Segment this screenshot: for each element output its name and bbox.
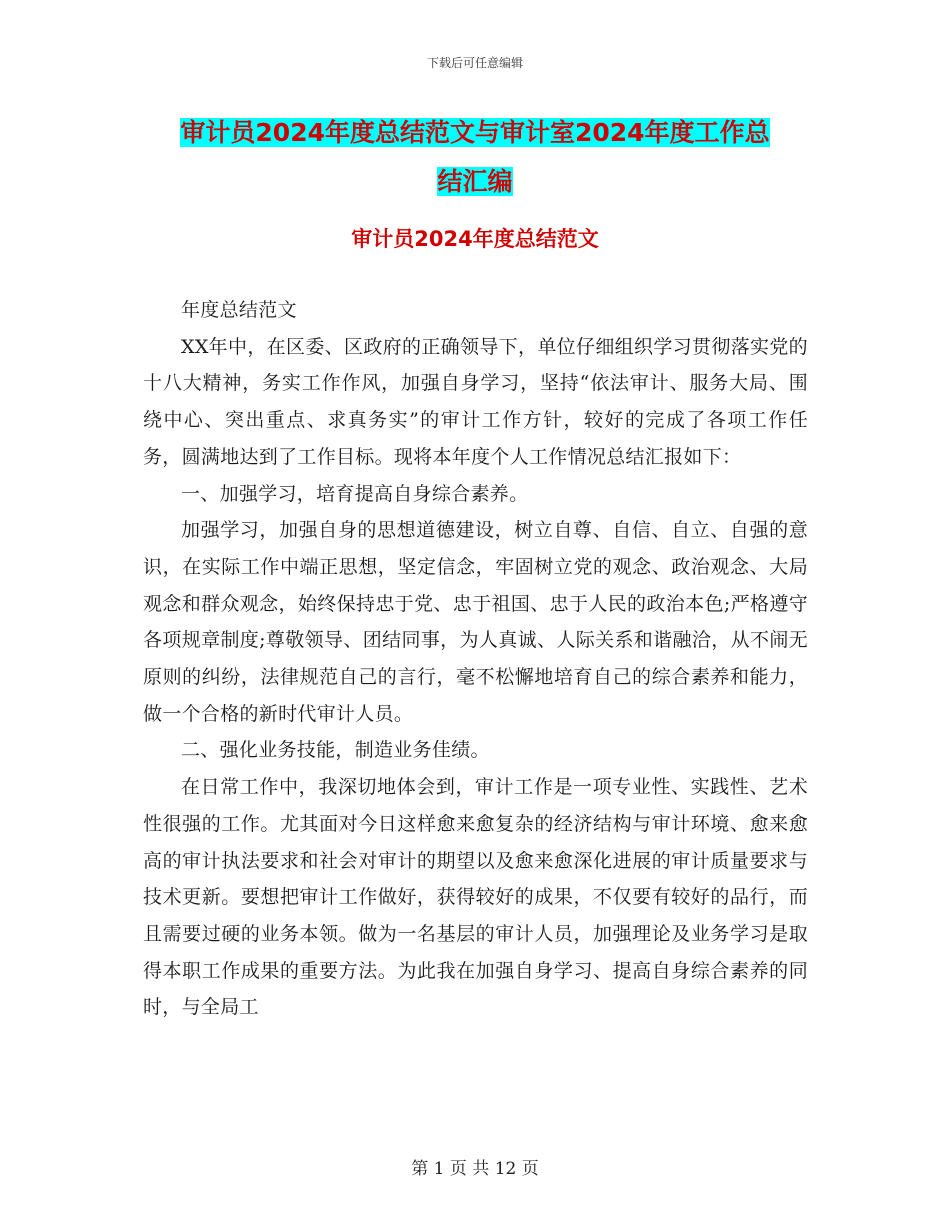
paragraph-heading: 年度总结范文 <box>181 299 297 321</box>
body-text <box>143 292 808 1026</box>
section-title: 审计员2024年度总结范文 <box>351 227 599 251</box>
paragraph-subheading: 二、强化业务技能，制造业务佳绩。 <box>181 739 490 762</box>
header-note: 下载后可任意编辑 <box>426 56 523 70</box>
document-title <box>140 108 810 206</box>
paragraph: XX年中，在区委、区政府的正确领导下，单位仔细组织学习贯彻落实党的十八大精神，务实工作作风，加强自身学习，坚持“依法审计、服务大局、围绕中心、突出重点、求真务实”的审计工作方针，较好的完成了各项工作任务，圆满地达到了工作目标。现将本年度个人工作情况总结汇报如下： <box>143 335 808 468</box>
document-title-line-1: 审计员2024年度总结范文与审计室2024年度工作总 <box>180 118 770 147</box>
page-footer: 第 1 页 共 12 页 <box>411 1159 539 1179</box>
paragraph: 加强学习，加强自身的思想道德建设，树立自尊、自信、自立、自强的意识，在实际工作中端正思想，坚定信念，牢固树立党的观念、政治观念、大局观念和群众观念，始终保持忠于党、忠于祖国、忠于人民的政治本色;严格遵守各项规章制度;尊敬领导、团结同事，为人真诚、人际关系和谐融洽，从不闹无原则的纠纷，法律规范自己的言行，毫不松懈地培育自己的综合素养和能力，做一个合格的新时代审计人员。 <box>143 519 808 725</box>
paragraph-subheading: 一、加强学习，培育提高自身综合素养。 <box>181 482 529 505</box>
document-title-line-2: 结汇编 <box>437 167 513 196</box>
paragraph: 在日常工作中，我深切地体会到，审计工作是一项专业性、实践性、艺术性很强的工作。尤其面对今日这样愈来愈复杂的经济结构与审计环境、愈来愈高的审计执法要求和社会对审计的期望以及愈来愈深化进展的审计质量要求与技术更新。要想把审计工作做好，获得较好的成果，不仅要有较好的品行，而且需要过硬的业务本领。做为一名基层的审计人员，加强理论及业务学习是取得本职工作成果的重要方法。为此我在加强自身学习、提高自身综合素养的同时，与全局工 <box>143 776 808 1019</box>
